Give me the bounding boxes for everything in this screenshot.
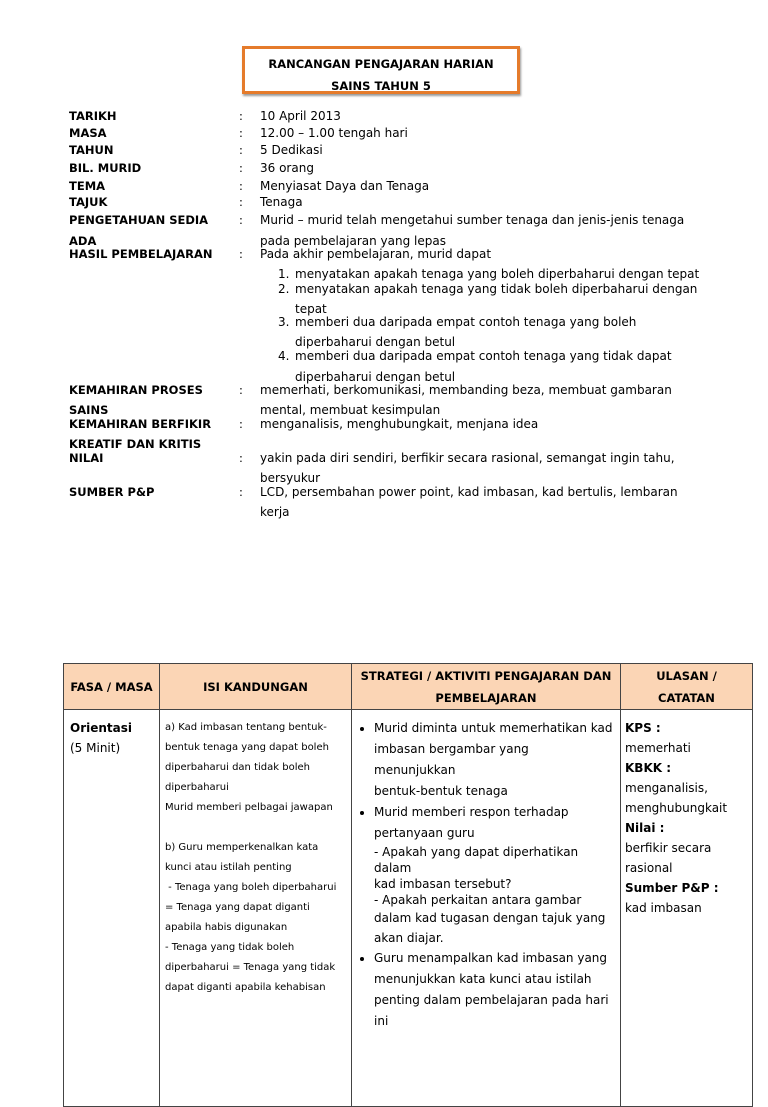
isi-line: - Tenaga yang tidak boleh bbox=[165, 942, 295, 953]
strategi-line: - Apakah perkaitan antara gambar bbox=[374, 893, 582, 907]
label-hasil: HASIL PEMBELAJARAN bbox=[69, 247, 213, 261]
label-pengetahuan-1: PENGETAHUAN SEDIA bbox=[69, 213, 209, 227]
hasil-item-3-line-2: diperbaharui dengan betul bbox=[295, 335, 456, 349]
label-kemahiran-berfikir-2: KREATIF DAN KRITIS bbox=[69, 437, 202, 451]
title-line-1: RANCANGAN PENGAJARAN HARIAN bbox=[268, 57, 494, 71]
colon: : bbox=[239, 213, 243, 227]
label-pengetahuan-2: ADA bbox=[69, 234, 97, 248]
isi-line: a) Kad imbasan tentang bentuk- bbox=[165, 722, 327, 733]
label-tahun: TAHUN bbox=[69, 143, 114, 157]
value-kemahiran-proses-1: memerhati, berkomunikasi, membanding beza, membuat gambaran bbox=[260, 383, 672, 397]
strategi-line: akan diajar. bbox=[374, 931, 444, 945]
fasa-time: (5 Minit) bbox=[70, 741, 121, 755]
value-hasil-intro: Pada akhir pembelajaran, murid dapat bbox=[260, 247, 492, 261]
kbkk-value-1: menganalisis, bbox=[625, 781, 708, 795]
colon: : bbox=[239, 109, 243, 123]
strategi-line: Murid diminta untuk memerhatikan kad bbox=[374, 721, 613, 735]
colon: : bbox=[239, 451, 243, 465]
sumber-label: Sumber P&P : bbox=[625, 881, 719, 895]
value-nilai-2: bersyukur bbox=[260, 471, 321, 485]
value-kemahiran-berfikir: menganalisis, menghubungkait, menjana idea bbox=[260, 417, 539, 431]
colon: : bbox=[239, 417, 243, 431]
hasil-num-4: 4. bbox=[278, 349, 290, 363]
value-sumber-1: LCD, persembahan power point, kad imbasan, kad bertulis, lembaran bbox=[260, 485, 678, 499]
strategi-line: bentuk-bentuk tenaga bbox=[374, 784, 508, 798]
strategi-list bbox=[356, 718, 614, 1032]
hasil-item-1: menyatakan apakah tenaga yang boleh diperbaharui dengan tepat bbox=[295, 267, 700, 281]
kbkk-value-2: menghubungkait bbox=[625, 801, 728, 815]
title-box bbox=[242, 46, 520, 94]
strategi-line: dalam kad tugasan dengan tajuk yang bbox=[374, 911, 606, 925]
value-pengetahuan-2: pada pembelajaran yang lepas bbox=[260, 234, 446, 248]
kbkk-label: KBKK : bbox=[625, 761, 672, 775]
value-nilai-1: yakin pada diri sendiri, berfikir secara rasional, semangat ingin tahu, bbox=[260, 451, 675, 465]
value-tahun: 5 Dedikasi bbox=[260, 143, 323, 157]
list-item bbox=[374, 802, 614, 948]
value-bil-murid: 36 orang bbox=[260, 161, 314, 175]
isi-line: diperbaharui dan tidak boleh bbox=[165, 762, 310, 773]
header-fasa-masa: FASA / MASA bbox=[64, 664, 160, 710]
spacer bbox=[165, 818, 346, 838]
strategi-line: imbasan bergambar yang menunjukkan bbox=[374, 742, 529, 777]
label-kemahiran-proses-2: SAINS bbox=[69, 403, 109, 417]
label-kemahiran-berfikir-1: KEMAHIRAN BERFIKIR bbox=[69, 417, 212, 431]
label-masa: MASA bbox=[69, 126, 107, 140]
strategi-line: - Apakah yang dapat diperhatikan dalam bbox=[374, 845, 579, 875]
header-ulasan-line-1: ULASAN / bbox=[656, 668, 717, 683]
isi-line: dapat diganti apabila kehabisan bbox=[165, 982, 326, 993]
list-item bbox=[374, 948, 614, 1032]
header-strategi-line-2: PEMBELAJARAN bbox=[435, 690, 537, 705]
title-line-2: SAINS TAHUN 5 bbox=[331, 79, 431, 93]
value-tarikh: 10 April 2013 bbox=[260, 109, 341, 123]
value-pengetahuan-1: Murid – murid telah mengetahui sumber tenaga dan jenis-jenis tenaga bbox=[260, 213, 685, 227]
label-tema: TEMA bbox=[69, 179, 106, 193]
value-sumber-2: kerja bbox=[260, 505, 290, 519]
strategi-line: pertanyaan guru bbox=[374, 826, 475, 840]
hasil-num-1: 1. bbox=[278, 267, 290, 281]
cell-isi-kandungan bbox=[160, 710, 352, 1107]
header-ulasan bbox=[621, 664, 753, 710]
strategi-line: Guru menampalkan kad imbasan yang bbox=[374, 951, 608, 965]
label-tarikh: TARIKH bbox=[69, 109, 117, 123]
colon: : bbox=[239, 126, 243, 140]
table-row bbox=[64, 710, 753, 1107]
strategi-line: Murid memberi respon terhadap bbox=[374, 805, 569, 819]
isi-line: - Tenaga yang boleh diperbaharui bbox=[165, 882, 337, 893]
header-ulasan-line-2: CATATAN bbox=[658, 690, 715, 705]
header-strategi-line-1: STRATEGI / AKTIVITI PENGAJARAN DAN bbox=[360, 668, 612, 683]
table-header-row bbox=[64, 664, 753, 710]
cell-fasa bbox=[64, 710, 160, 1107]
isi-line: diperbaharui = Tenaga yang tidak bbox=[165, 962, 336, 973]
isi-line: kunci atau istilah penting bbox=[165, 862, 292, 873]
strategi-line: menunjukkan kata kunci atau istilah bbox=[374, 972, 592, 986]
kps-label: KPS : bbox=[625, 721, 661, 735]
nilai-value-1: berfikir secara bbox=[625, 841, 712, 855]
colon: : bbox=[239, 179, 243, 193]
label-tajuk: TAJUK bbox=[69, 195, 108, 209]
label-sumber: SUMBER P&P bbox=[69, 485, 155, 499]
colon: : bbox=[239, 143, 243, 157]
value-tema: Menyiasat Daya dan Tenaga bbox=[260, 179, 430, 193]
hasil-num-2: 2. bbox=[278, 282, 290, 296]
strategi-line: ini bbox=[374, 1014, 389, 1028]
hasil-item-2-line-1: menyatakan apakah tenaga yang tidak boleh diperbaharui dengan bbox=[295, 282, 698, 296]
colon: : bbox=[239, 383, 243, 397]
sumber-value: kad imbasan bbox=[625, 901, 702, 915]
value-tajuk: Tenaga bbox=[260, 195, 303, 209]
label-bil-murid: BIL. MURID bbox=[69, 161, 142, 175]
isi-line: Murid memberi pelbagai jawapan bbox=[165, 802, 333, 813]
nilai-value-2: rasional bbox=[625, 861, 673, 875]
header-isi-kandungan: ISI KANDUNGAN bbox=[160, 664, 352, 710]
cell-ulasan bbox=[621, 710, 753, 1107]
strategi-line: kad imbasan tersebut? bbox=[374, 877, 512, 891]
colon: : bbox=[239, 161, 243, 175]
colon: : bbox=[239, 195, 243, 209]
header-strategi bbox=[352, 664, 621, 710]
lesson-plan-table bbox=[63, 663, 753, 1107]
isi-line: b) Guru memperkenalkan kata bbox=[165, 842, 319, 853]
fasa-name: Orientasi bbox=[70, 721, 133, 735]
hasil-item-4-line-2: diperbaharui dengan betul bbox=[295, 370, 456, 384]
value-kemahiran-proses-2: mental, membuat kesimpulan bbox=[260, 403, 441, 417]
colon: : bbox=[239, 247, 243, 261]
colon: : bbox=[239, 485, 243, 499]
value-masa: 12.00 – 1.00 tengah hari bbox=[260, 126, 408, 140]
isi-line: diperbaharui bbox=[165, 782, 229, 793]
cell-strategi bbox=[352, 710, 621, 1107]
hasil-item-2-line-2: tepat bbox=[295, 302, 327, 316]
strategi-line: penting dalam pembelajaran pada hari bbox=[374, 993, 609, 1007]
label-kemahiran-proses-1: KEMAHIRAN PROSES bbox=[69, 383, 203, 397]
nilai-label: Nilai : bbox=[625, 821, 665, 835]
kps-value: memerhati bbox=[625, 741, 691, 755]
list-item bbox=[374, 718, 614, 802]
isi-line: apabila habis digunakan bbox=[165, 922, 288, 933]
hasil-item-4-line-1: memberi dua daripada empat contoh tenaga yang tidak dapat bbox=[295, 349, 672, 363]
hasil-num-3: 3. bbox=[278, 315, 290, 329]
label-nilai: NILAI bbox=[69, 451, 104, 465]
isi-line: bentuk tenaga yang dapat boleh bbox=[165, 742, 329, 753]
isi-line: = Tenaga yang dapat diganti bbox=[165, 902, 310, 913]
hasil-item-3-line-1: memberi dua daripada empat contoh tenaga yang boleh bbox=[295, 315, 637, 329]
